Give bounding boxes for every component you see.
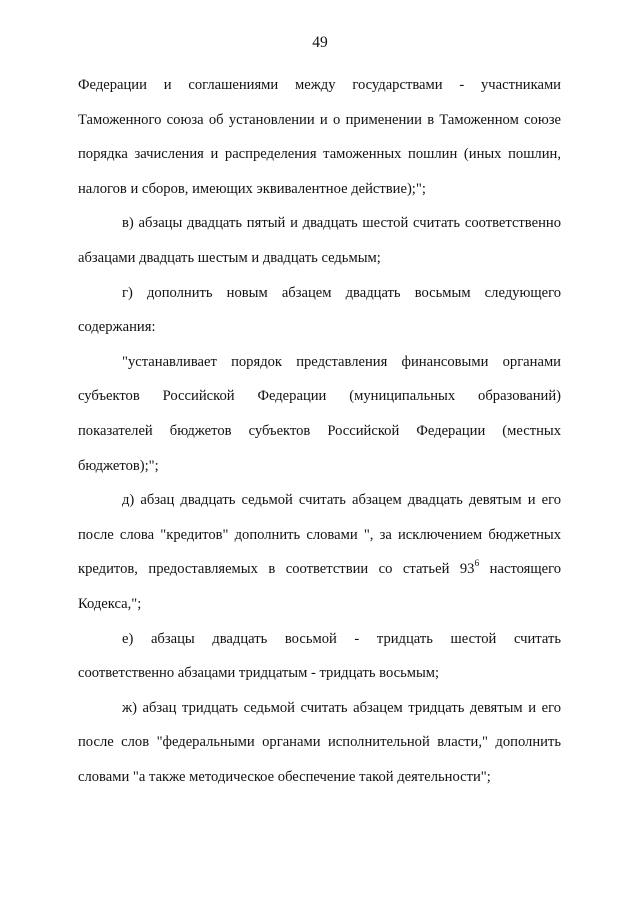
- paragraph-text: е) абзацы двадцать восьмой - тридцать шестой считать соответственно абзацами тридцатым - тридцать восьмым;: [78, 630, 561, 682]
- paragraph-text: Федерации и соглашениями между государствами - участниками Таможенного союза об установлении и о применении в Таможенном союзе порядка зачисления и распределения таможенных пошлин (иных пошлин, налогов и сборов, имеющих эквивалентное действие);";: [78, 77, 561, 197]
- paragraph-continuation: [78, 68, 561, 206]
- paragraph-text: г) дополнить новым абзацем двадцать восьмым следующего содержания:: [78, 284, 561, 336]
- paragraph-item-g: [78, 276, 561, 345]
- paragraph-text: "устанавливает порядок представления финансовыми органами субъектов Российской Федерации (муниципальных образований) показателей бюджетов субъектов Российской Федерации (местных бюджетов);";: [78, 353, 561, 474]
- paragraph-item-v: [78, 206, 561, 275]
- article-superscript: 6: [474, 559, 480, 570]
- document-body: [78, 68, 561, 794]
- paragraph-item-d: [78, 483, 561, 621]
- page-number: 49: [312, 34, 328, 51]
- paragraph-item-zh: [78, 691, 561, 795]
- paragraph-text-tail: настоящего Кодекса,";: [78, 561, 561, 612]
- paragraph-text: ж) абзац тридцать седьмой считать абзацем тридцать девятым и его после слов "федеральными органами исполнительной власти," дополнить словами "а также методическое обеспечение такой деятельности";: [78, 699, 561, 785]
- paragraph-item-e: [78, 622, 561, 691]
- paragraph-quote: [78, 345, 561, 483]
- paragraph-text: в) абзацы двадцать пятый и двадцать шестой считать соответственно абзацами двадцать шестым и двадцать седьмым;: [78, 215, 561, 266]
- paragraph-text: д) абзац двадцать седьмой считать абзацем двадцать девятым и его после слова "кредитов" дополнить словами ", за исключением бюджетных кредитов, предоставляемых в соответствии со статьей 93: [78, 492, 561, 578]
